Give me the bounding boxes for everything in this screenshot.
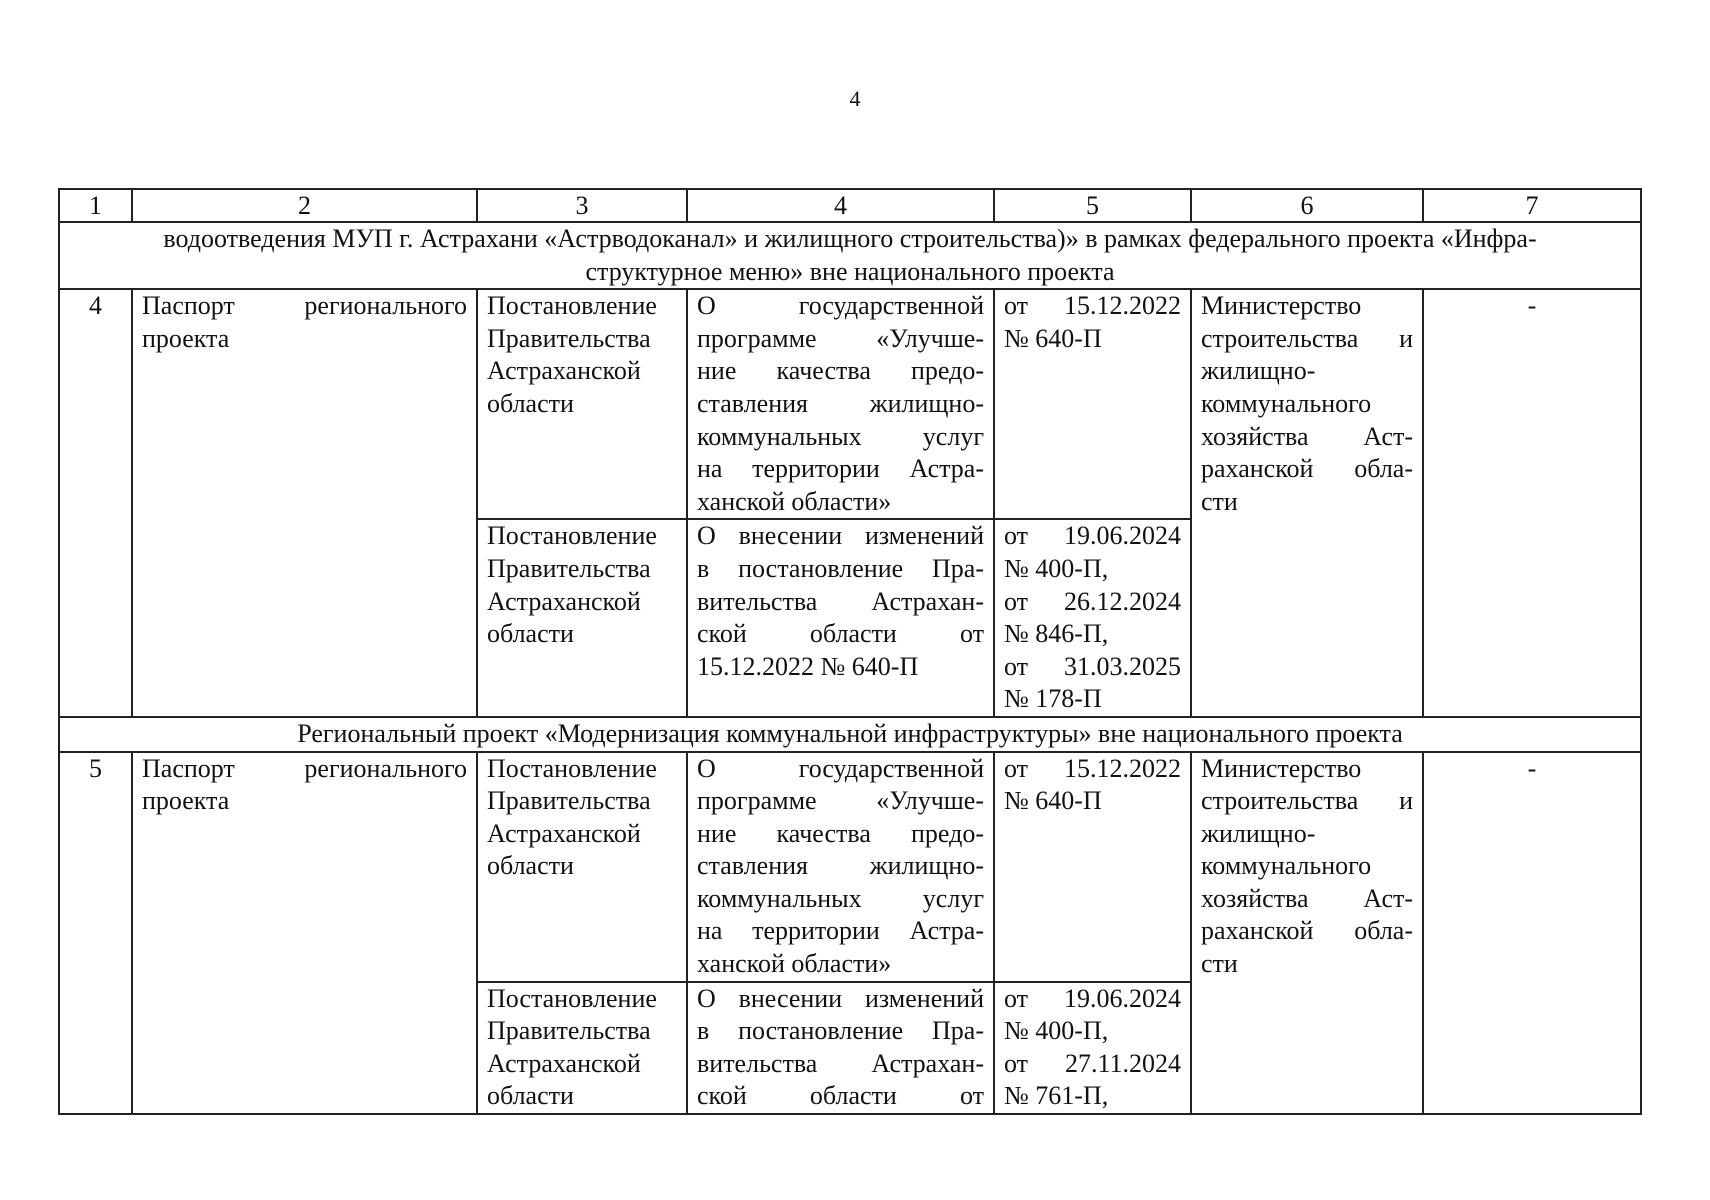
act-type-line: Постановление xyxy=(487,983,657,1013)
act-title-line: ставления жилищно- xyxy=(697,388,984,418)
column-number: 3 xyxy=(477,189,687,222)
act-title xyxy=(687,752,994,982)
act-title-line: в постановление Пра- xyxy=(697,1016,984,1046)
act-title xyxy=(687,982,994,1114)
column-number-row xyxy=(59,189,1641,222)
act-date xyxy=(994,519,1191,717)
act-date-line: от 26.12.2024 xyxy=(1004,586,1181,616)
executor xyxy=(1191,752,1423,1115)
executor-line: сти xyxy=(1201,486,1238,516)
act-title xyxy=(687,289,994,519)
act-type-line: Правительства xyxy=(487,323,651,353)
act-date-line: от 27.11.2024 xyxy=(1004,1048,1181,1078)
section-continuation-line: структурное меню» вне национального проекта xyxy=(585,256,1115,286)
act-title xyxy=(687,519,994,717)
act-type-line: Постановление xyxy=(487,753,657,783)
act-date-line: от 15.12.2022 xyxy=(1004,291,1181,321)
act-title-line: ской области от xyxy=(697,1081,984,1111)
section-continuation-line: водоотведения МУП г. Астрахани «Астрводоканал» и жилищного строительства)» в рамках федерального проекта «Инфра- xyxy=(163,224,1537,253)
act-date xyxy=(994,752,1191,982)
act-date-line: от 15.12.2022 xyxy=(1004,753,1181,783)
document-name xyxy=(132,289,477,717)
act-date-line: № 640-П xyxy=(1004,786,1102,816)
executor-line: коммунального xyxy=(1201,388,1372,418)
executor-line: строительства и xyxy=(1201,786,1413,816)
act-date-line: № 846-П, xyxy=(1004,619,1109,649)
document-name-text: Паспорт регионального проекта xyxy=(142,753,467,816)
column-number: 2 xyxy=(132,189,477,222)
table-row xyxy=(59,289,1641,519)
executor-line: строительства и xyxy=(1201,323,1413,353)
act-type xyxy=(477,982,687,1114)
act-date-line: № 400-П, xyxy=(1004,553,1109,583)
note: - xyxy=(1423,752,1641,1115)
act-date-line: № 178-П xyxy=(1004,684,1102,714)
act-title-line: ние качества предо- xyxy=(697,818,984,848)
act-title-line: ханской области» xyxy=(697,486,892,516)
executor-line: сти xyxy=(1201,949,1238,979)
act-title-line: ставления жилищно- xyxy=(697,851,984,881)
act-title-line: на территории Астра- xyxy=(697,916,984,946)
act-title-line: О государственной xyxy=(697,753,984,783)
row-number: 5 xyxy=(59,752,132,1115)
act-title-line: на территории Астра- xyxy=(697,454,984,484)
document-name-text: Паспорт регионального проекта xyxy=(142,291,467,353)
act-type-line: Правительства xyxy=(487,1016,651,1046)
act-title-line: программе «Улучше- xyxy=(697,786,984,816)
table-row xyxy=(59,752,1641,982)
act-title-line: вительства Астрахан- xyxy=(697,1048,984,1078)
act-type-line: области xyxy=(487,1081,574,1111)
act-type-line: Правительства xyxy=(487,553,651,583)
act-type-line: области xyxy=(487,388,574,418)
act-type xyxy=(477,289,687,519)
act-date xyxy=(994,982,1191,1114)
section-continuation xyxy=(59,222,1641,289)
act-title-line: 15.12.2022 № 640-П xyxy=(697,651,919,681)
documents-table xyxy=(58,188,1642,1115)
column-number: 5 xyxy=(994,189,1191,222)
act-type xyxy=(477,752,687,982)
act-date-line: № 400-П, xyxy=(1004,1016,1109,1046)
executor-line: раханской обла- xyxy=(1201,454,1413,484)
act-date xyxy=(994,289,1191,519)
executor xyxy=(1191,289,1423,717)
executor-line: раханской обла- xyxy=(1201,916,1413,946)
document-name-line xyxy=(142,753,467,818)
act-type-line: Постановление xyxy=(487,521,657,551)
act-type-line: Астраханской xyxy=(487,818,641,848)
executor-line: Министерство xyxy=(1201,753,1362,783)
act-type-line: Астраханской xyxy=(487,1048,641,1078)
act-type-line: Астраханской xyxy=(487,356,641,386)
page-number: 4 xyxy=(849,86,861,111)
executor-line: Министерство xyxy=(1201,291,1362,321)
act-title-line: коммунальных услуг xyxy=(697,883,984,913)
act-type-line: Правительства xyxy=(487,786,651,816)
act-type-line: Постановление xyxy=(487,291,657,321)
act-title-line: О государственной xyxy=(697,291,984,321)
act-date-line: от 31.03.2025 xyxy=(1004,651,1181,681)
act-type-line: области xyxy=(487,851,574,881)
column-number: 6 xyxy=(1191,189,1423,222)
act-date-line: от 19.06.2024 xyxy=(1004,521,1181,551)
act-title-line: вительства Астрахан- xyxy=(697,586,984,616)
act-title-line: программе «Улучше- xyxy=(697,323,984,353)
act-type xyxy=(477,519,687,717)
act-type-line: области xyxy=(487,619,574,649)
executor-line: хозяйства Аст- xyxy=(1201,883,1413,913)
act-title-line: ханской области» xyxy=(697,949,892,979)
executor-line: хозяйства Аст- xyxy=(1201,421,1413,451)
column-number: 7 xyxy=(1423,189,1641,222)
act-date-line: № 640-П xyxy=(1004,323,1102,353)
act-date-line: № 761-П, xyxy=(1004,1081,1109,1111)
section-title-row xyxy=(59,717,1641,752)
section-title: Региональный проект «Модернизация коммунальной инфраструктуры» вне национального проекта xyxy=(59,717,1641,752)
column-number: 1 xyxy=(59,189,132,222)
act-date-line: от 19.06.2024 xyxy=(1004,983,1181,1013)
act-title-line: О внесении изменений xyxy=(697,983,984,1013)
act-title-line: ние качества предо- xyxy=(697,356,984,386)
executor-line: жилищно- xyxy=(1201,818,1316,848)
note: - xyxy=(1423,289,1641,717)
column-number: 4 xyxy=(687,189,994,222)
act-title-line: коммунальных услуг xyxy=(697,421,984,451)
act-type-line: Астраханской xyxy=(487,586,641,616)
document-name-line xyxy=(142,290,467,355)
executor-line: коммунального xyxy=(1201,851,1372,881)
row-number: 4 xyxy=(59,289,132,717)
act-title-line: в постановление Пра- xyxy=(697,553,984,583)
section-continuation-row xyxy=(59,222,1641,289)
executor-line: жилищно- xyxy=(1201,356,1316,386)
act-title-line: О внесении изменений xyxy=(697,521,984,551)
act-title-line: ской области от xyxy=(697,619,984,649)
document-name xyxy=(132,752,477,1115)
